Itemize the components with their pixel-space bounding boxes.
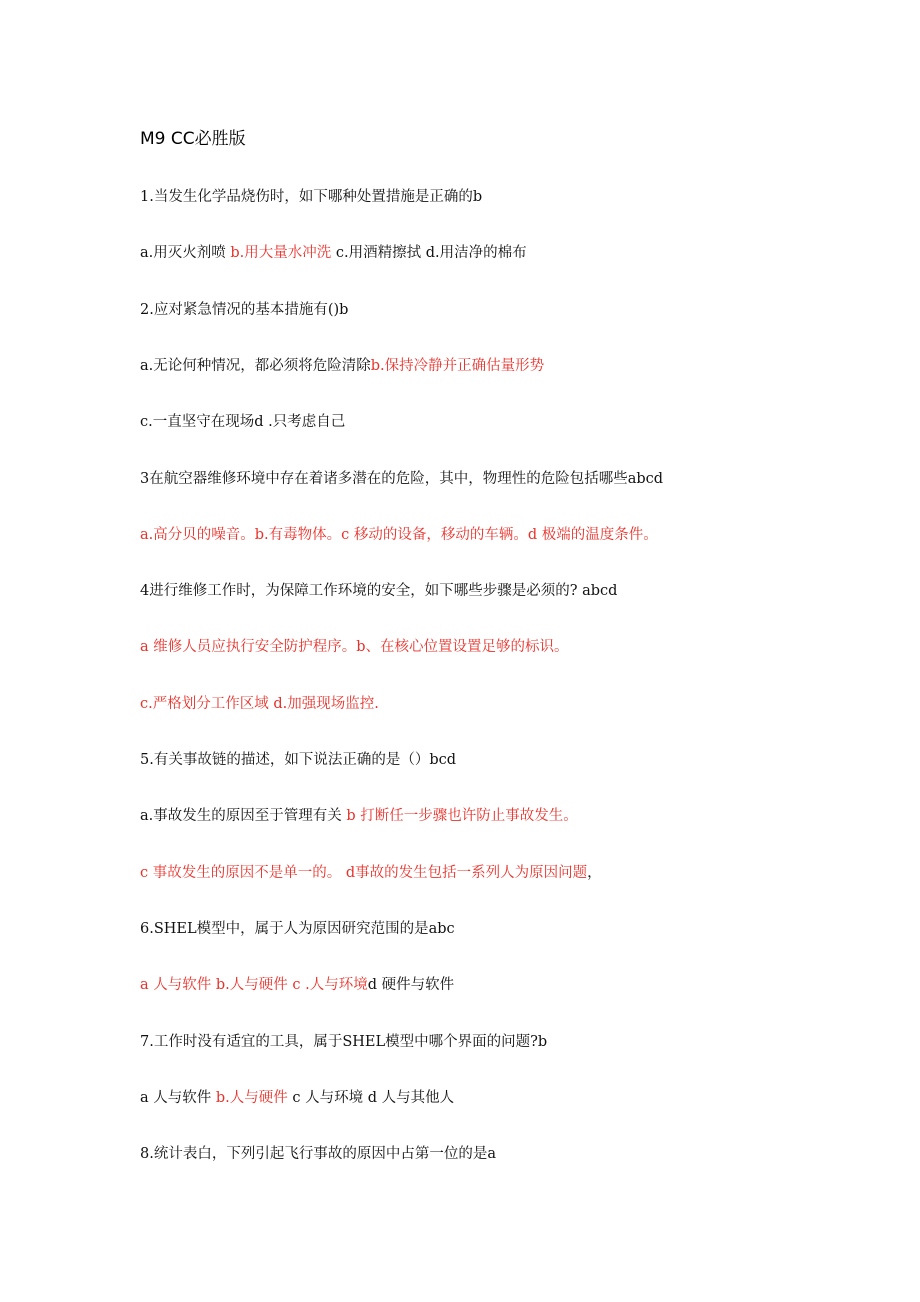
text-segment: d 硬件与软件 bbox=[367, 977, 455, 994]
answer-highlight: a 维修人员应执行安全防护程序。b、在核心位置设置足够的标识。 bbox=[140, 639, 569, 656]
text-segment: a.事故发生的原因至于管理有关 bbox=[140, 808, 347, 825]
text-segment: 4进行维修工作时，为保障工作环境的安全，如下哪些步骤是必须的? abcd bbox=[140, 583, 618, 600]
text-segment: 3在航空器维修环境中存在着诸多潜在的危险，其中，物理性的危险包括哪些abcd bbox=[140, 470, 664, 487]
text-line bbox=[140, 974, 454, 996]
text-segment: 7.工作时没有适宜的工具，属于SHEL模型中哪个界面的问题?b bbox=[140, 1033, 548, 1050]
text-segment: 8.统计表白，下列引起飞行事故的原因中占第一位的是a bbox=[140, 1146, 496, 1163]
text-segment: a.无论何种情况，都必须将危险清除 bbox=[140, 357, 371, 374]
text-segment: 1.当发生化学品烧伤时，如下哪种处置措施是正确的b bbox=[140, 189, 483, 205]
text-segment: 2.应对紧急情况的基本措施有()b bbox=[140, 301, 349, 318]
text-line bbox=[140, 693, 379, 715]
text-segment: a 人与软件 bbox=[140, 1089, 216, 1106]
text-segment: 5.有关事故链的描述，如下说法正确的是（）bcd bbox=[140, 752, 457, 768]
document-title: M9 CC必胜版 bbox=[140, 129, 246, 149]
text-line bbox=[140, 186, 482, 208]
text-line bbox=[140, 355, 544, 377]
text-line bbox=[140, 524, 658, 546]
text-line bbox=[140, 1087, 454, 1109]
text-line bbox=[140, 411, 345, 433]
answer-highlight: b.人与硬件 bbox=[215, 1089, 288, 1106]
text-line bbox=[140, 636, 569, 658]
answer-highlight: c.严格划分工作区域 d.加强现场监控. bbox=[140, 695, 379, 712]
text-line bbox=[140, 1031, 547, 1053]
text-line bbox=[140, 580, 617, 602]
answer-highlight: a.高分贝的噪音。b.有毒物体。c 移动的设备，移动的车辆。d 极端的温度条件。 bbox=[140, 526, 658, 543]
text-segment: 6.SHEL模型中，属于人为原因研究范围的是abc bbox=[140, 920, 455, 937]
text-segment: a.用灭火剂喷 bbox=[140, 245, 231, 262]
text-line bbox=[140, 1143, 496, 1165]
answer-highlight: c 事故发生的原因不是单一的。 d事故的发生包括一系列人为原因问题 bbox=[140, 864, 588, 881]
text-line bbox=[140, 468, 663, 490]
text-segment: c 人与环境 d 人与其他人 bbox=[287, 1089, 455, 1106]
text-line bbox=[140, 862, 602, 884]
text-line bbox=[140, 299, 348, 321]
text-segment: c.一直坚守在现场d .只考虑自己 bbox=[140, 414, 346, 431]
answer-highlight: b.用大量水冲洗 bbox=[230, 245, 332, 262]
text-segment: c.用酒精擦拭 d.用洁净的棉布 bbox=[331, 245, 527, 262]
answer-highlight: b.保持冷静并正确估量形势 bbox=[370, 357, 545, 374]
answer-highlight: b 打断任一步骤也许防止事故发生。 bbox=[346, 808, 578, 825]
text-line bbox=[140, 749, 456, 771]
text-line bbox=[140, 805, 578, 827]
text-segment: ， bbox=[587, 864, 602, 881]
text-line bbox=[140, 918, 455, 940]
answer-highlight: a 人与软件 b.人与硬件 c .人与环境 bbox=[140, 977, 368, 994]
text-line bbox=[140, 242, 527, 264]
